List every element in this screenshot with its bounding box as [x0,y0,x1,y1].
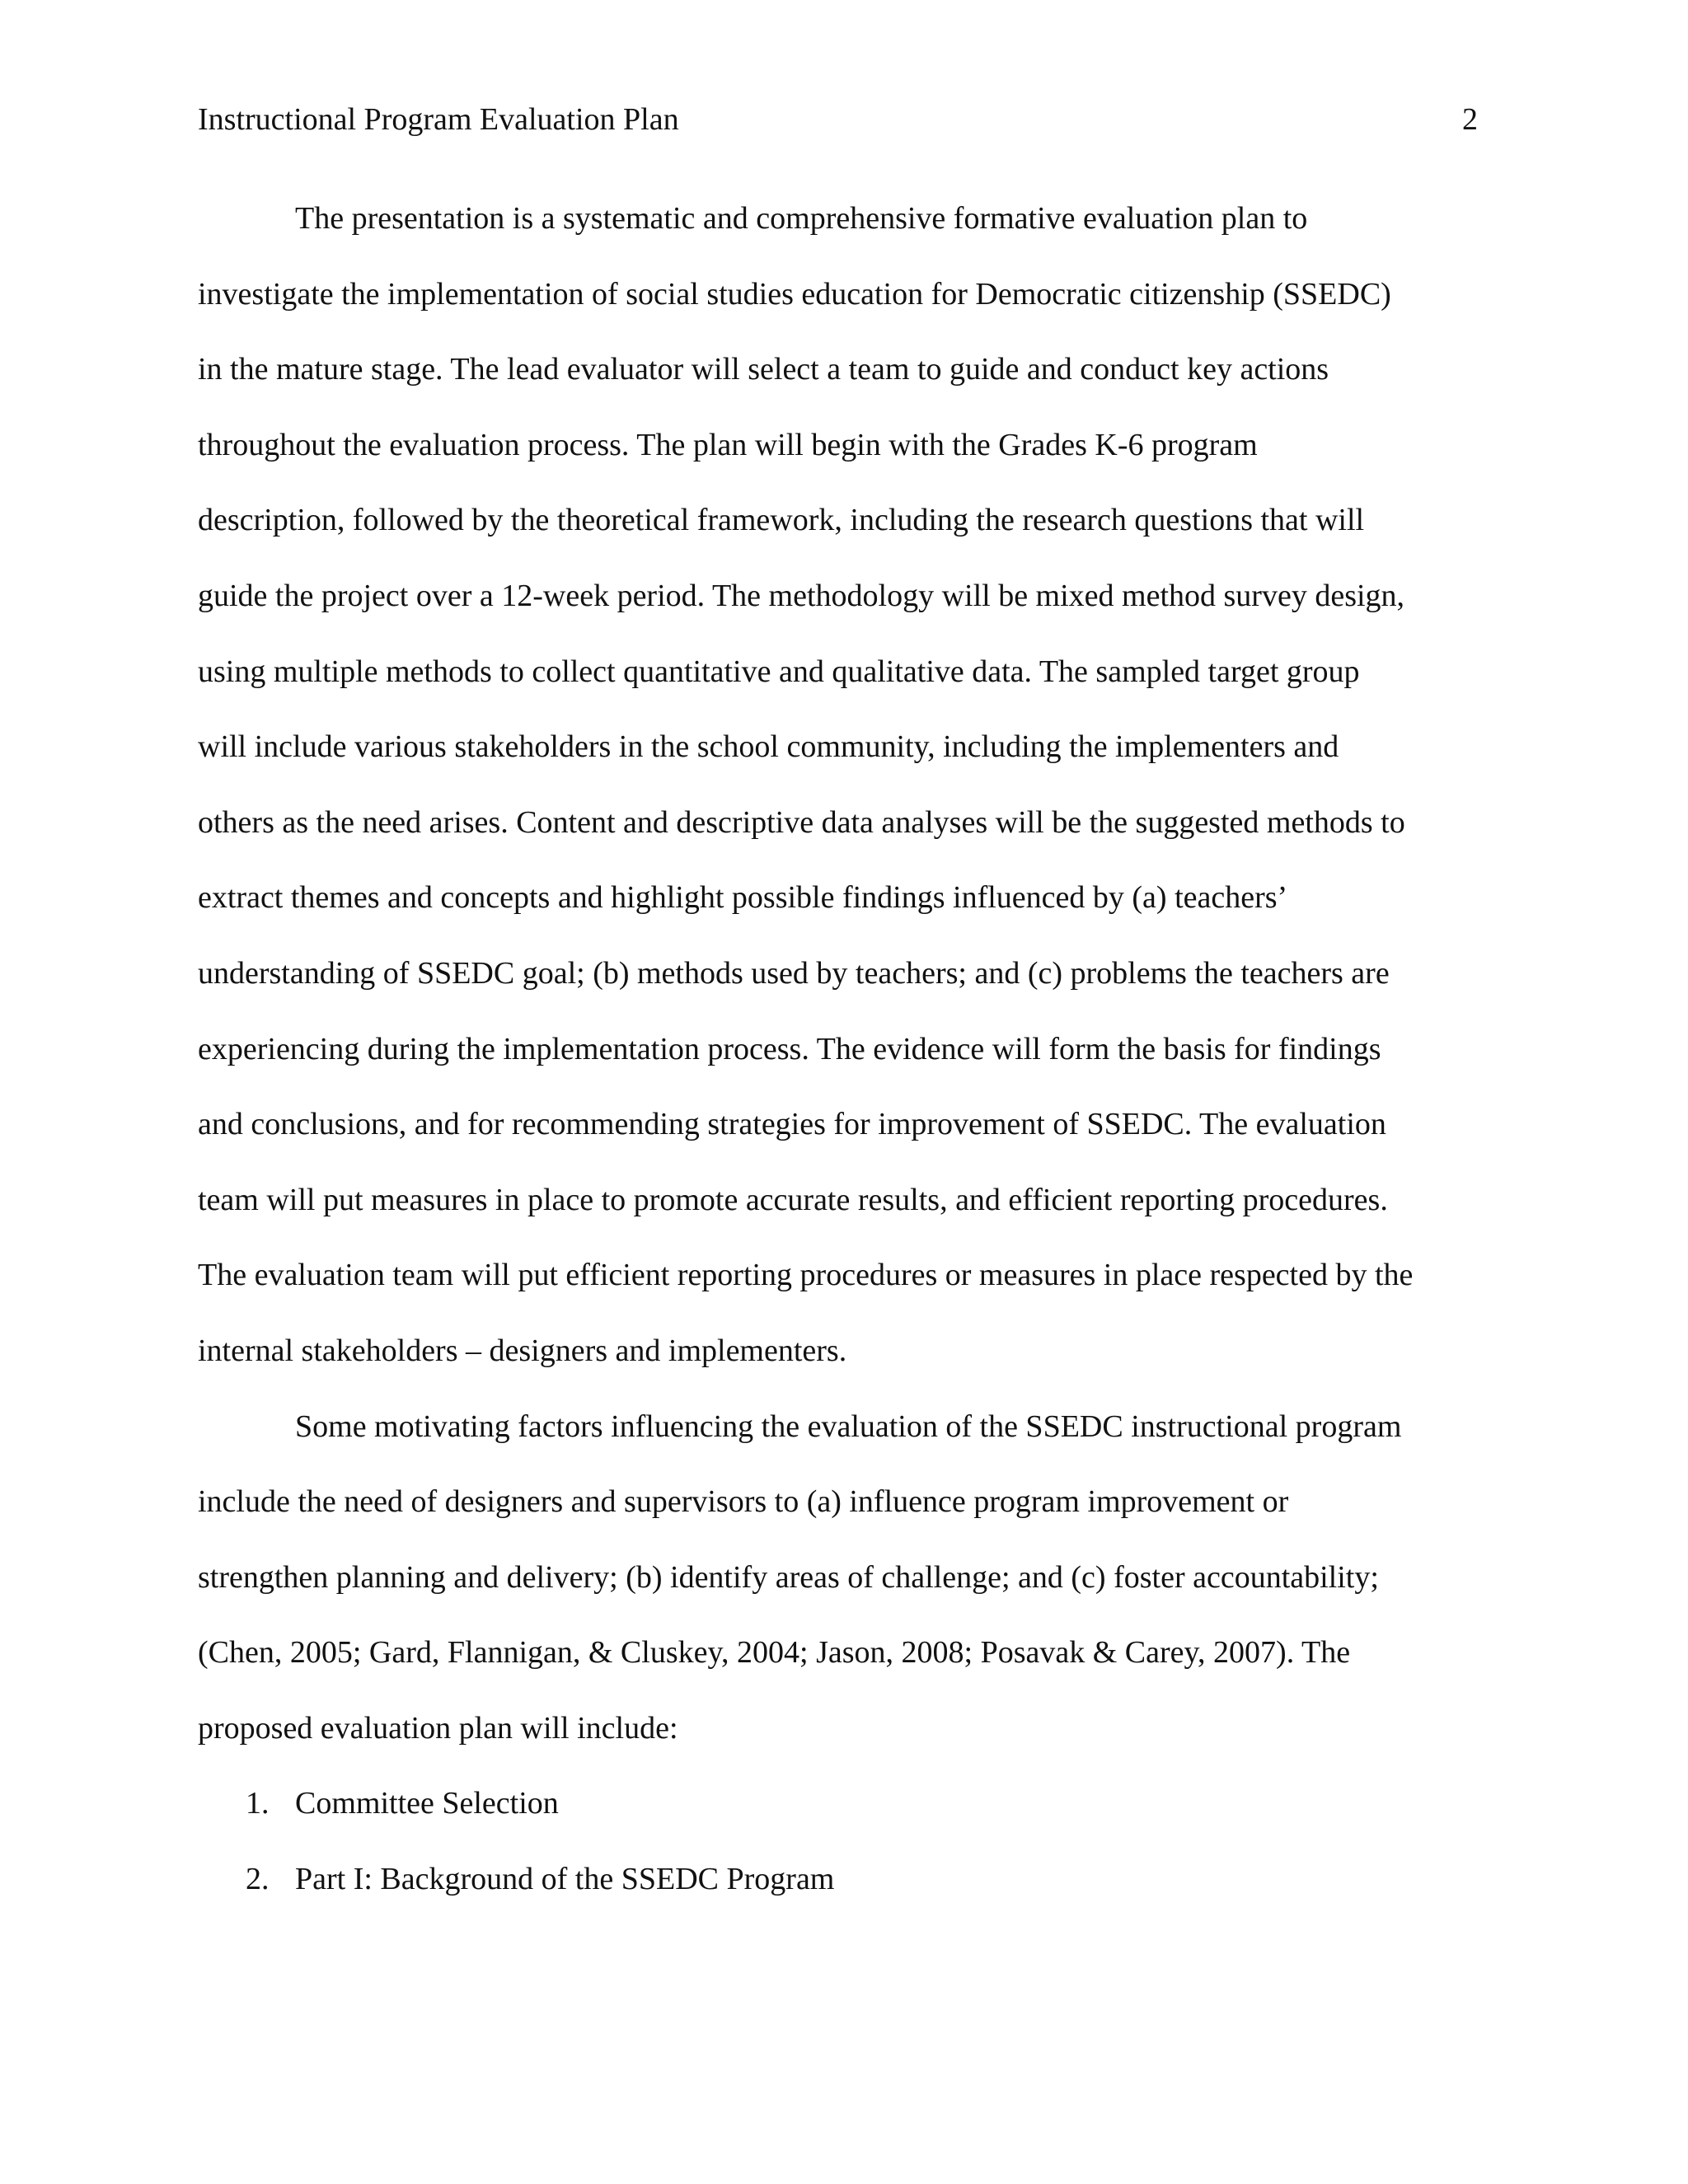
page-number: 2 [1462,102,1478,137]
text-line: include the need of designers and supervisors to (a) influence program improvement or [198,1484,1289,1520]
text-line: internal stakeholders – designers and implementers. [198,1333,847,1368]
text-line: Some motivating factors influencing the evaluation of the SSEDC instructional program [295,1408,1402,1444]
paragraph-2 [198,1402,1490,1779]
text-line: strengthen planning and delivery; (b) identify areas of challenge; and (c) foster accountability; [198,1559,1379,1595]
text-line: team will put measures in place to promote accurate results, and efficient reporting procedures. [198,1182,1388,1217]
list-item-number: 1. [246,1786,270,1821]
body-text [198,194,1490,1930]
text-line: experiencing during the implementation process. The evidence will form the basis for findings [198,1031,1381,1066]
list-item-number: 2. [246,1862,270,1897]
text-line: will include various stakeholders in the school community, including the implementers and [198,729,1339,765]
running-head [198,95,1490,144]
text-line: proposed evaluation plan will include: [198,1710,678,1746]
text-line: The presentation is a systematic and comprehensive formative evaluation plan to [295,201,1308,236]
text-line: using multiple methods to collect quantitative and qualitative data. The sampled target group [198,654,1360,689]
text-line: description, followed by the theoretical framework, including the research questions that will [198,503,1365,538]
running-head-title: Instructional Program Evaluation Plan [198,102,679,137]
list-item-text: Committee Selection [295,1786,559,1821]
list-item-text: Part I: Background of the SSEDC Program [295,1862,835,1897]
list-item [198,1854,1490,1930]
paragraph-1 [198,194,1490,1402]
text-line: throughout the evaluation process. The plan will begin with the Grades K-6 program [198,427,1258,462]
evaluation-plan-list [198,1779,1490,1929]
text-line: others as the need arises. Content and descriptive data analyses will be the suggested methods to [198,804,1405,840]
text-line: extract themes and concepts and highlight possible findings influenced by (a) teachers’ [198,880,1288,916]
text-line: guide the project over a 12-week period. The methodology will be mixed method survey design, [198,578,1405,613]
text-line: The evaluation team will put efficient reporting procedures or measures in place respected by the [198,1258,1414,1293]
list-item [198,1779,1490,1854]
text-line: (Chen, 2005; Gard, Flannigan, & Cluskey, 2004; Jason, 2008; Posavak & Carey, 2007). The [198,1635,1351,1671]
text-line: in the mature stage. The lead evaluator will select a team to guide and conduct key actions [198,352,1329,387]
text-line: investigate the implementation of social studies education for Democratic citizenship (SSEDC) [198,276,1391,312]
text-line: and conclusions, and for recommending strategies for improvement of SSEDC. The evaluation [198,1107,1386,1142]
text-line: understanding of SSEDC goal; (b) methods used by teachers; and (c) problems the teachers are [198,955,1390,991]
